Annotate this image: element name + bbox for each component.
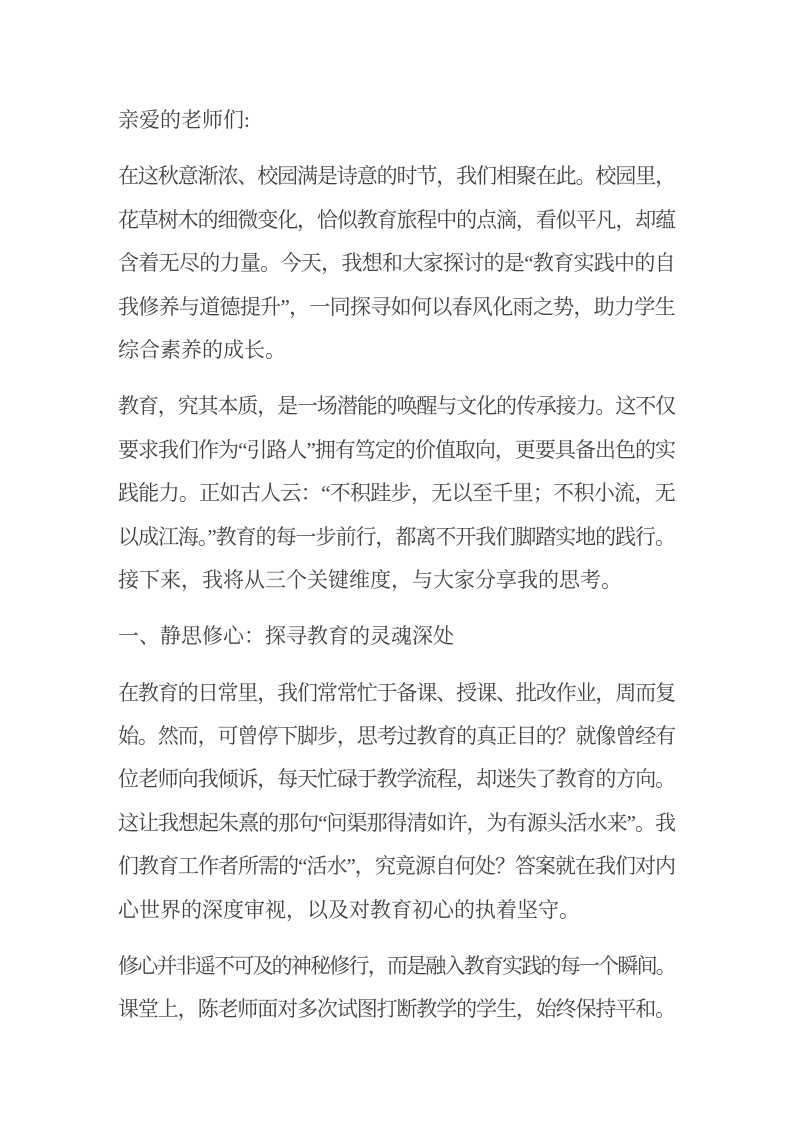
text-line: 课堂上，陈老师面对多次试图打断教学的学生，始终保持平和。 — [118, 997, 675, 1022]
text-line: 亲爱的老师们: — [118, 108, 250, 132]
text-line: 们教育工作者所需的“活水”，究竟源自何处？答案就在我们对内 — [118, 854, 675, 879]
text-line: 含着无尽的力量。今天，我想和大家探讨的是“教育实践中的自 — [118, 251, 675, 276]
paragraph-cultivation — [118, 945, 675, 1032]
paragraph-essence — [118, 385, 675, 602]
text-line: 以成江海。”教育的每一步前行，都离不开我们脚踏实地的践行。 — [118, 524, 675, 549]
document-body — [118, 99, 675, 1045]
text-line: 接下来，我将从三个关键维度，与大家分享我的思考。 — [118, 567, 622, 592]
text-line: 始。然而，可曾停下脚步，思考过教育的真正目的？就像曾经有 — [118, 724, 675, 749]
text-line: 这让我想起朱熹的那句“问渠那得清如许，为有源头活水来”。我 — [118, 810, 675, 835]
salutation — [118, 99, 675, 142]
text-line: 教育，究其本质，是一场潜能的唤醒与文化的传承接力。这不仅 — [118, 394, 675, 419]
text-line: 心世界的深度审视，以及对教育初心的执着坚守。 — [118, 897, 580, 922]
text-line: 我修养与道德提升”，一同探寻如何以春风化雨之势，助力学生 — [118, 294, 675, 319]
text-line: 修心并非遥不可及的神秘修行，而是融入教育实践的每一个瞬间。 — [118, 954, 675, 979]
text-line: 综合素养的成长。 — [118, 337, 286, 362]
text-line: 要求我们作为“引路人”拥有笃定的价值取向，更要具备出色的实 — [118, 437, 675, 462]
text-line: 在这秋意渐浓、校园满是诗意的时节，我们相聚在此。校园里， — [118, 164, 675, 189]
text-line: 位老师向我倾诉，每天忙碌于教学流程，却迷失了教育的方向。 — [118, 767, 675, 792]
paragraph-intro — [118, 155, 675, 372]
section-heading-1 — [118, 615, 675, 658]
text-line: 践能力。正如古人云：“不积跬步，无以至千里；不积小流，无 — [118, 481, 675, 506]
text-line: 一、静思修心：探寻教育的灵魂深处 — [118, 624, 454, 649]
text-line: 在教育的日常里，我们常常忙于备课、授课、批改作业，周而复 — [118, 680, 675, 705]
text-line: 花草树木的细微变化，恰似教育旅程中的点滴，看似平凡，却蕴 — [118, 207, 675, 232]
paragraph-daily-reflection — [118, 672, 675, 932]
